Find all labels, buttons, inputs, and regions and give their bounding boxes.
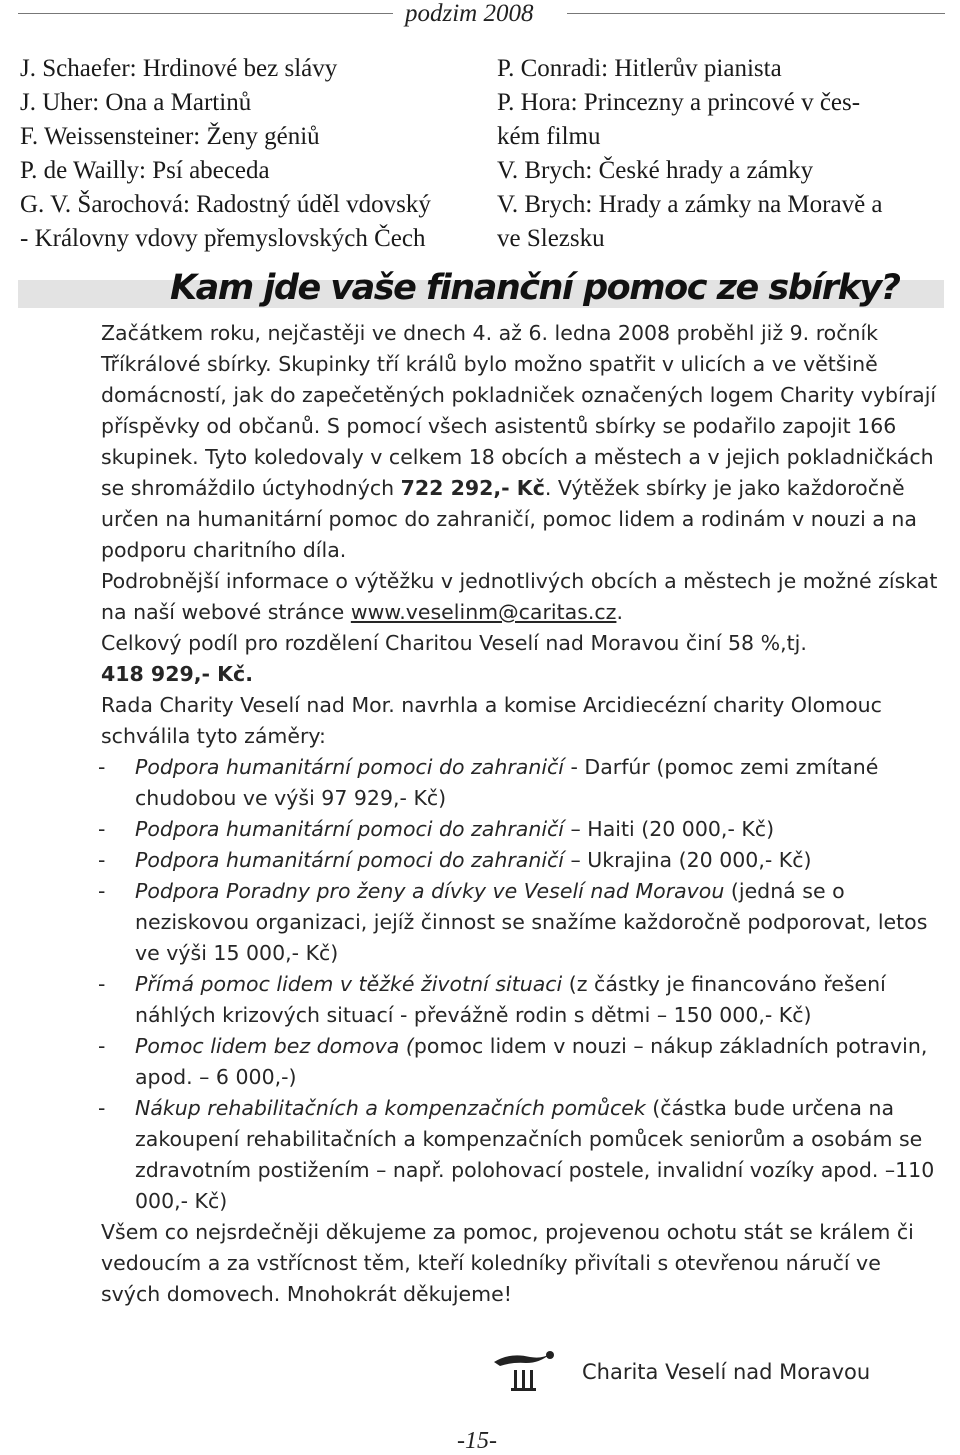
book-entry: J. Uher: Ona a Martinů [20, 89, 252, 116]
charity-comet-logo-icon [490, 1348, 560, 1394]
book-entry: kém filmu [497, 123, 601, 150]
list-dash: - [98, 972, 106, 996]
page-number: -15- [457, 1428, 497, 1454]
list-dash: - [98, 848, 106, 872]
book-list-left [20, 52, 475, 256]
collection-amount: 722 292,- Kč [400, 476, 545, 500]
board-paragraph: Rada Charity Veselí nad Mor. navrhla a komise Arcidiecézní charity Olomouc schválila tyto záměry: [101, 693, 882, 748]
book-entry: V. Brych: Hrady a zámky na Moravě a [497, 191, 883, 218]
share-text: Celkový podíl pro rozdělení Charitou Veselí nad Moravou činí 58 %,tj. [101, 631, 807, 655]
info-text-end: . [616, 600, 623, 624]
book-entry: V. Brych: České hrady a zámky [497, 157, 814, 184]
book-entry: P. Hora: Princezny a princové v čes- [497, 89, 861, 116]
book-entry: G. V. Šarochová: Radostný úděl vdovský [20, 191, 431, 218]
item-name: Podpora humanitární pomoci do zahraničí [135, 848, 564, 872]
header-rule-right [567, 13, 945, 14]
book-entry: P. de Wailly: Psí abeceda [20, 157, 270, 184]
item-detail: (z částky je financováno řešení náhlých krizových situací - převážně rodin s dětmi – 150 000,- Kč) [135, 972, 886, 1027]
book-entry: P. Conradi: Hitlerův pianista [497, 55, 782, 82]
item-name: Podpora humanitární pomoci do zahraničí [135, 755, 564, 779]
season-header: podzim 2008 [405, 0, 534, 27]
info-text: Podrobnější informace o výtěžku v jednotlivých obcích a městech je možné získat na naší webové stránce [101, 569, 938, 624]
thanks-paragraph: Všem co nejsrdečněji děkujeme za pomoc, projevenou ochotu stát se králem či vedoucím a za vstřícnost těm, kteří koledníky přivítali s otevřenou náručí ve svých domovech. Mnohokrát děkujeme! [101, 1220, 914, 1306]
website-link[interactable]: www.veselinm@caritas.cz [350, 600, 617, 624]
article-body [33, 318, 938, 1310]
item-name: Pomoc lidem bez domova ( [135, 1034, 414, 1058]
item-detail: – Haiti (20 000,- Kč) [564, 817, 775, 841]
item-detail: pomoc lidem v nouzi – nákup základních potravin, apod. – 6 000,-) [135, 1034, 928, 1089]
list-dash: - [98, 879, 106, 903]
intro-text: Začátkem roku, nejčastěji ve dnech 4. až 6. ledna 2008 proběhl již 9. ročník Tříkrálové sbírky. Skupinky tří králů bylo možno spatřit v ulicích a ve většině domácností, jak do zapečetěných pokladniček označených logem Charity vybírají příspěvky od občanů. S pomocí všech asistentů sbírky se podařilo zapojit 166 skupinek. Tyto koledovaly v celkem 18 obcích a městech a v jejich pokladničkách se shromáždilo úctyhodných [101, 321, 937, 500]
list-item [33, 845, 938, 876]
intro-text-end: . Výtěžek sbírky je jako každoročně určen na humanitární pomoc do zahraničí, pomoc lidem a rodinám v nouzi a na podporu charitního díla. [101, 476, 917, 562]
item-name: Podpora humanitární pomoci do zahraničí [135, 817, 564, 841]
share-amount: 418 929,- Kč. [101, 662, 253, 686]
book-entry: ve Slezsku [497, 225, 605, 252]
list-item [33, 1093, 938, 1217]
info-paragraph [33, 566, 938, 628]
list-dash: - [98, 1096, 106, 1120]
item-detail: - Darfúr (pomoc zemi zmítané chudobou ve výši 97 929,- Kč) [135, 755, 879, 810]
item-detail: (částka bude určena na zakoupení rehabilitačních a kompenzačních pomůcek seniorům a osobám se zdravotním postižením – např. polohovací postele, invalidní vozíky apod. –110 000,- Kč) [135, 1096, 935, 1213]
book-entry: F. Weissensteiner: Ženy géniů [20, 123, 320, 150]
book-entry: - Královny vdovy přemyslovských Čech [20, 225, 426, 252]
book-entry: J. Schaefer: Hrdinové bez slávy [20, 55, 338, 82]
item-name: Nákup rehabilitačních a kompenzačních pomůcek [135, 1096, 646, 1120]
article-title: Kam jde vaše finanční pomoc ze sbírky? [170, 268, 900, 308]
list-dash: - [98, 1034, 106, 1058]
item-detail: (jedná se o neziskovou organizaci, jejíž činnost se snažíme každoročně podporovat, letos ve výši 15 000,- Kč) [135, 879, 928, 965]
book-list-right [497, 52, 945, 256]
list-item [33, 752, 938, 814]
signature-block [490, 1348, 910, 1396]
list-item [33, 814, 938, 845]
item-name: Přímá pomoc lidem v těžké životní situaci [135, 972, 563, 996]
signature-text: Charita Veselí nad Moravou [582, 1360, 871, 1384]
list-dash: - [98, 817, 106, 841]
item-name: Podpora Poradny pro ženy a dívky ve Veselí nad Moravou [135, 879, 725, 903]
list-item [33, 969, 938, 1031]
intro-paragraph [33, 318, 938, 566]
list-dash: - [98, 755, 106, 779]
list-item [33, 876, 938, 969]
header-rule-left [18, 13, 393, 14]
item-detail: – Ukrajina (20 000,- Kč) [564, 848, 812, 872]
share-paragraph [33, 628, 938, 690]
plans-list [33, 752, 938, 1217]
list-item [33, 1031, 938, 1093]
